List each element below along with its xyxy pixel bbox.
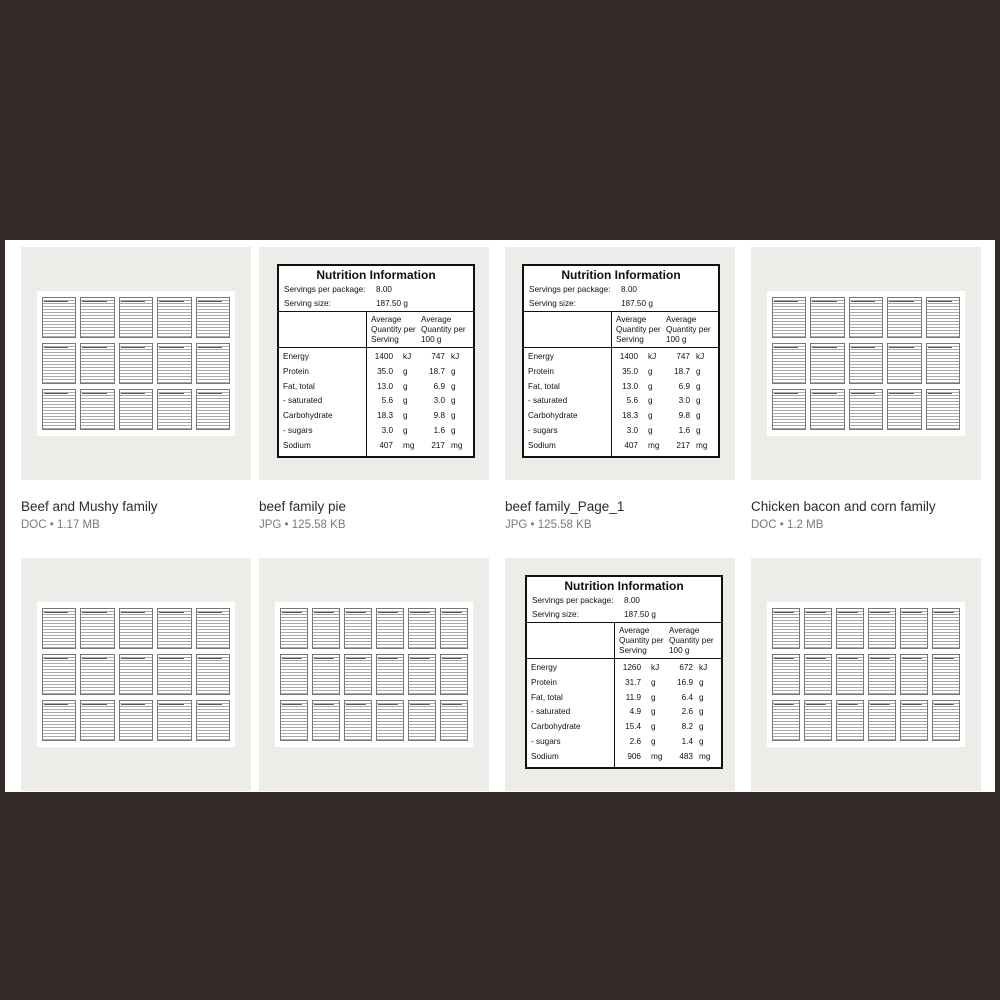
file-thumbnail[interactable] <box>259 247 489 480</box>
label-sheet-thumbnail-icon <box>767 291 965 436</box>
per-100g-value: 6.4 <box>681 692 693 702</box>
serving-size-value: 187.50 g <box>624 610 656 619</box>
per-serving-value: 1400 <box>374 352 393 361</box>
mini-label-icon <box>849 343 883 384</box>
nutrient-row <box>279 394 473 409</box>
mini-label-icon <box>804 654 832 695</box>
column-header-per-serving: Average Quantity per Serving <box>619 626 664 655</box>
mini-label-icon <box>849 297 883 338</box>
file-card[interactable] <box>505 247 735 531</box>
nutrient-name: Energy <box>283 352 309 361</box>
nutrient-row <box>524 365 718 380</box>
per-100g-value: 747 <box>676 352 690 361</box>
mini-label-icon <box>376 700 404 741</box>
label-title: Nutrition Information <box>316 268 436 282</box>
per-100g-unit: g <box>699 677 704 687</box>
mini-label-icon <box>157 654 191 695</box>
nutrient-row <box>524 380 718 395</box>
per-serving-value: 18.3 <box>377 411 393 421</box>
column-header-per-100g: Average Quantity per 100 g <box>666 315 711 344</box>
mini-label-icon <box>157 297 191 338</box>
column-headers <box>524 312 718 348</box>
mini-label-icon <box>119 654 153 695</box>
mini-label-icon <box>119 297 153 338</box>
mini-label-icon <box>836 700 864 741</box>
serving-info <box>527 594 721 623</box>
mini-label-icon <box>810 297 844 338</box>
servings-value: 8.00 <box>624 596 640 605</box>
file-thumbnail[interactable] <box>751 558 981 791</box>
mini-label-icon <box>836 654 864 695</box>
mini-label-icon <box>772 608 800 649</box>
per-100g-unit: kJ <box>696 352 705 361</box>
servings-value: 8.00 <box>621 285 637 294</box>
mini-label-icon <box>42 343 76 384</box>
mini-label-icon <box>42 654 76 695</box>
per-100g-value: 9.8 <box>433 411 445 421</box>
nutrient-row <box>279 365 473 380</box>
per-serving-unit: kJ <box>403 352 412 361</box>
mini-label-icon <box>42 608 76 649</box>
nutrient-row <box>527 676 721 691</box>
per-serving-unit: g <box>651 707 656 717</box>
nutrient-rows <box>279 348 473 456</box>
mini-label-icon <box>440 608 468 649</box>
mini-label-icon <box>932 700 960 741</box>
mini-label-icon <box>344 654 372 695</box>
per-serving-unit: g <box>648 381 653 391</box>
mini-label-icon <box>810 343 844 384</box>
per-serving-unit: kJ <box>651 663 660 672</box>
mini-label-icon <box>80 700 114 741</box>
mini-label-icon <box>772 700 800 741</box>
nutrient-row <box>524 409 718 424</box>
mini-label-icon <box>196 608 230 649</box>
per-serving-unit: g <box>403 425 408 435</box>
per-serving-value: 407 <box>624 440 638 450</box>
mini-label-icon <box>196 297 230 338</box>
file-name[interactable]: beef family_Page_1 <box>505 499 625 514</box>
serving-size-label: Serving size: <box>284 299 331 308</box>
mini-label-icon <box>932 608 960 649</box>
per-100g-value: 483 <box>679 751 693 761</box>
serving-info <box>279 283 473 312</box>
nutrient-name: Protein <box>528 366 554 376</box>
file-card[interactable] <box>751 247 981 531</box>
label-sheet-thumbnail-icon <box>37 291 235 436</box>
nutrient-name: Protein <box>283 366 309 376</box>
file-thumbnail[interactable] <box>751 247 981 480</box>
nutrition-label <box>522 264 720 458</box>
per-100g-value: 6.9 <box>678 381 690 391</box>
per-serving-value: 35.0 <box>377 366 393 376</box>
file-card[interactable] <box>259 558 489 791</box>
nutrient-name: Carbohydrate <box>283 411 333 421</box>
file-meta: JPG • 125.58 KB <box>259 519 346 531</box>
nutrition-label <box>525 575 723 769</box>
file-card[interactable] <box>259 247 489 531</box>
per-100g-value: 2.6 <box>681 707 693 717</box>
per-100g-value: 1.4 <box>681 736 693 746</box>
file-thumbnail[interactable] <box>505 247 735 480</box>
mini-label-icon <box>408 608 436 649</box>
mini-label-icon <box>804 608 832 649</box>
mini-label-icon <box>376 608 404 649</box>
nutrition-label <box>277 264 475 458</box>
per-serving-value: 2.6 <box>629 736 641 746</box>
servings-value: 8.00 <box>376 285 392 294</box>
per-100g-value: 9.8 <box>678 411 690 421</box>
servings-label: Servings per package: <box>532 596 614 605</box>
per-100g-unit: g <box>696 396 701 406</box>
per-100g-unit: g <box>696 425 701 435</box>
mini-label-icon <box>887 389 921 430</box>
mini-label-icon <box>157 608 191 649</box>
per-100g-unit: mg <box>451 440 463 450</box>
nutrient-row <box>527 661 721 676</box>
mini-label-icon <box>810 389 844 430</box>
file-grid-panel <box>5 240 995 792</box>
mini-label-icon <box>836 608 864 649</box>
mini-label-icon <box>932 654 960 695</box>
mini-label-icon <box>926 343 960 384</box>
mini-label-icon <box>119 608 153 649</box>
per-serving-unit: g <box>651 692 656 702</box>
per-100g-unit: g <box>696 381 701 391</box>
nutrient-name: Energy <box>528 352 554 361</box>
per-serving-unit: g <box>403 411 408 421</box>
per-serving-unit: g <box>651 736 656 746</box>
per-serving-unit: g <box>648 425 653 435</box>
per-100g-unit: g <box>699 692 704 702</box>
per-100g-value: 1.6 <box>433 425 445 435</box>
serving-size-value: 187.50 g <box>376 299 408 308</box>
label-sheet-thumbnail-icon <box>767 602 965 747</box>
servings-label: Servings per package: <box>529 285 611 294</box>
mini-label-icon <box>157 343 191 384</box>
per-100g-unit: g <box>696 366 701 376</box>
file-card[interactable] <box>505 558 735 791</box>
per-serving-value: 5.6 <box>626 396 638 406</box>
per-serving-unit: g <box>648 411 653 421</box>
nutrient-name: - saturated <box>528 396 568 406</box>
per-serving-value: 31.7 <box>625 677 641 687</box>
mini-label-icon <box>280 654 308 695</box>
nutrient-name: Sodium <box>531 751 559 761</box>
mini-label-icon <box>408 700 436 741</box>
column-header-per-serving: Average Quantity per Serving <box>371 315 416 344</box>
per-serving-value: 11.9 <box>625 692 641 702</box>
file-meta: JPG • 125.58 KB <box>505 519 592 531</box>
nutrient-row <box>527 705 721 720</box>
file-card[interactable] <box>751 558 981 791</box>
nutrient-row <box>279 424 473 439</box>
per-100g-unit: mg <box>699 751 711 761</box>
per-100g-unit: g <box>451 381 456 391</box>
mini-label-icon <box>280 700 308 741</box>
per-100g-value: 1.6 <box>678 425 690 435</box>
mini-label-icon <box>119 389 153 430</box>
nutrient-name: - saturated <box>531 707 571 717</box>
per-100g-unit: kJ <box>451 352 460 361</box>
mini-label-icon <box>887 343 921 384</box>
per-100g-unit: mg <box>696 440 708 450</box>
nutrient-row <box>524 350 718 365</box>
file-card[interactable] <box>21 558 251 791</box>
per-serving-value: 3.0 <box>381 425 393 435</box>
nutrient-row <box>279 439 473 454</box>
nutrient-name: Protein <box>531 677 557 687</box>
per-100g-unit: g <box>451 366 456 376</box>
nutrient-name: - sugars <box>531 736 561 746</box>
per-100g-unit: g <box>699 736 704 746</box>
mini-label-icon <box>196 654 230 695</box>
per-100g-unit: g <box>451 425 456 435</box>
per-serving-value: 1400 <box>619 352 638 361</box>
file-name[interactable]: Chicken bacon and corn family <box>751 499 936 514</box>
per-100g-value: 18.7 <box>429 366 445 376</box>
nutrient-name: Energy <box>531 663 557 672</box>
per-100g-unit: kJ <box>699 663 708 672</box>
mini-label-icon <box>868 608 896 649</box>
mini-label-icon <box>900 608 928 649</box>
per-100g-unit: g <box>699 707 704 717</box>
mini-label-icon <box>42 700 76 741</box>
per-100g-unit: g <box>699 722 704 732</box>
mini-label-icon <box>772 343 806 384</box>
file-meta: DOC • 1.2 MB <box>751 519 824 531</box>
per-serving-unit: g <box>403 366 408 376</box>
mini-label-icon <box>868 654 896 695</box>
per-serving-value: 13.0 <box>622 381 638 391</box>
mini-label-icon <box>196 389 230 430</box>
nutrient-rows <box>527 659 721 767</box>
per-serving-value: 3.0 <box>626 425 638 435</box>
mini-label-icon <box>900 654 928 695</box>
per-100g-unit: g <box>696 411 701 421</box>
mini-label-icon <box>42 389 76 430</box>
nutrient-rows <box>524 348 718 456</box>
mini-label-icon <box>868 700 896 741</box>
per-serving-unit: mg <box>403 440 415 450</box>
per-serving-unit: g <box>403 396 408 406</box>
mini-label-icon <box>119 343 153 384</box>
per-serving-value: 1260 <box>622 663 641 672</box>
mini-label-icon <box>312 654 340 695</box>
nutrient-name: Carbohydrate <box>528 411 578 421</box>
mini-label-icon <box>80 654 114 695</box>
mini-label-icon <box>344 608 372 649</box>
per-serving-value: 35.0 <box>622 366 638 376</box>
mini-label-icon <box>900 700 928 741</box>
per-100g-unit: g <box>451 411 456 421</box>
per-100g-value: 16.9 <box>677 677 693 687</box>
per-serving-value: 4.9 <box>629 707 641 717</box>
mini-label-icon <box>772 297 806 338</box>
mini-label-icon <box>772 654 800 695</box>
nutrient-row <box>524 439 718 454</box>
per-100g-value: 3.0 <box>433 396 445 406</box>
file-thumbnail[interactable] <box>21 558 251 791</box>
mini-label-icon <box>80 343 114 384</box>
nutrient-name: Sodium <box>283 440 311 450</box>
per-serving-unit: g <box>403 381 408 391</box>
per-100g-value: 747 <box>431 352 445 361</box>
mini-label-icon <box>440 700 468 741</box>
per-100g-value: 672 <box>679 663 693 672</box>
nutrient-row <box>524 424 718 439</box>
file-name[interactable]: beef family pie <box>259 499 347 514</box>
nutrient-row <box>524 394 718 409</box>
nutrient-row <box>279 409 473 424</box>
mini-label-icon <box>804 700 832 741</box>
mini-label-icon <box>887 297 921 338</box>
nutrient-name: - sugars <box>283 425 313 435</box>
mini-label-icon <box>196 700 230 741</box>
nutrient-name: - saturated <box>283 396 323 406</box>
column-headers <box>527 623 721 659</box>
mini-label-icon <box>80 608 114 649</box>
per-serving-unit: mg <box>651 751 663 761</box>
file-name[interactable]: Beef and Mushy family <box>21 499 158 514</box>
per-serving-value: 407 <box>379 440 393 450</box>
per-100g-unit: g <box>451 396 456 406</box>
file-thumbnail[interactable] <box>21 247 251 480</box>
per-serving-unit: kJ <box>648 352 657 361</box>
per-serving-value: 18.3 <box>622 411 638 421</box>
per-serving-unit: g <box>648 366 653 376</box>
per-100g-value: 217 <box>676 440 690 450</box>
mini-label-icon <box>344 700 372 741</box>
nutrient-name: Fat, total <box>528 381 560 391</box>
mini-label-icon <box>157 389 191 430</box>
nutrient-row <box>279 350 473 365</box>
label-title: Nutrition Information <box>561 268 681 282</box>
column-header-per-100g: Average Quantity per 100 g <box>669 626 714 655</box>
per-100g-value: 6.9 <box>433 381 445 391</box>
mini-label-icon <box>119 700 153 741</box>
nutrient-name: Fat, total <box>531 692 563 702</box>
label-sheet-thumbnail-icon <box>275 602 473 747</box>
serving-size-label: Serving size: <box>529 299 576 308</box>
mini-label-icon <box>196 343 230 384</box>
serving-info <box>524 283 718 312</box>
serving-size-label: Serving size: <box>532 610 579 619</box>
per-serving-unit: g <box>648 396 653 406</box>
per-100g-value: 217 <box>431 440 445 450</box>
serving-size-value: 187.50 g <box>621 299 653 308</box>
label-sheet-thumbnail-icon <box>37 602 235 747</box>
mini-label-icon <box>312 608 340 649</box>
per-serving-value: 5.6 <box>381 396 393 406</box>
nutrient-row <box>527 720 721 735</box>
mini-label-icon <box>42 297 76 338</box>
file-meta: DOC • 1.17 MB <box>21 519 100 531</box>
mini-label-icon <box>772 389 806 430</box>
per-serving-unit: g <box>651 677 656 687</box>
per-serving-unit: g <box>651 722 656 732</box>
mini-label-icon <box>926 297 960 338</box>
column-header-per-serving: Average Quantity per Serving <box>616 315 661 344</box>
nutrient-row <box>527 691 721 706</box>
nutrient-name: Carbohydrate <box>531 722 581 732</box>
nutrient-row <box>527 750 721 765</box>
nutrient-name: Sodium <box>528 440 556 450</box>
nutrient-row <box>527 735 721 750</box>
file-card[interactable] <box>21 247 251 531</box>
mini-label-icon <box>408 654 436 695</box>
mini-label-icon <box>440 654 468 695</box>
per-serving-value: 906 <box>627 751 641 761</box>
mini-label-icon <box>376 654 404 695</box>
mini-label-icon <box>926 389 960 430</box>
per-100g-value: 8.2 <box>681 722 693 732</box>
nutrient-row <box>279 380 473 395</box>
mini-label-icon <box>312 700 340 741</box>
label-title: Nutrition Information <box>564 579 684 593</box>
column-header-per-100g: Average Quantity per 100 g <box>421 315 466 344</box>
nutrient-name: Fat, total <box>283 381 315 391</box>
mini-label-icon <box>849 389 883 430</box>
per-serving-value: 15.4 <box>625 722 641 732</box>
mini-label-icon <box>157 700 191 741</box>
servings-label: Servings per package: <box>284 285 366 294</box>
per-serving-value: 13.0 <box>377 381 393 391</box>
mini-label-icon <box>80 297 114 338</box>
file-thumbnail[interactable] <box>505 558 735 791</box>
per-100g-value: 18.7 <box>674 366 690 376</box>
per-serving-unit: mg <box>648 440 660 450</box>
nutrient-name: - sugars <box>528 425 558 435</box>
column-headers <box>279 312 473 348</box>
mini-label-icon <box>280 608 308 649</box>
per-100g-value: 3.0 <box>678 396 690 406</box>
mini-label-icon <box>80 389 114 430</box>
file-thumbnail[interactable] <box>259 558 489 791</box>
